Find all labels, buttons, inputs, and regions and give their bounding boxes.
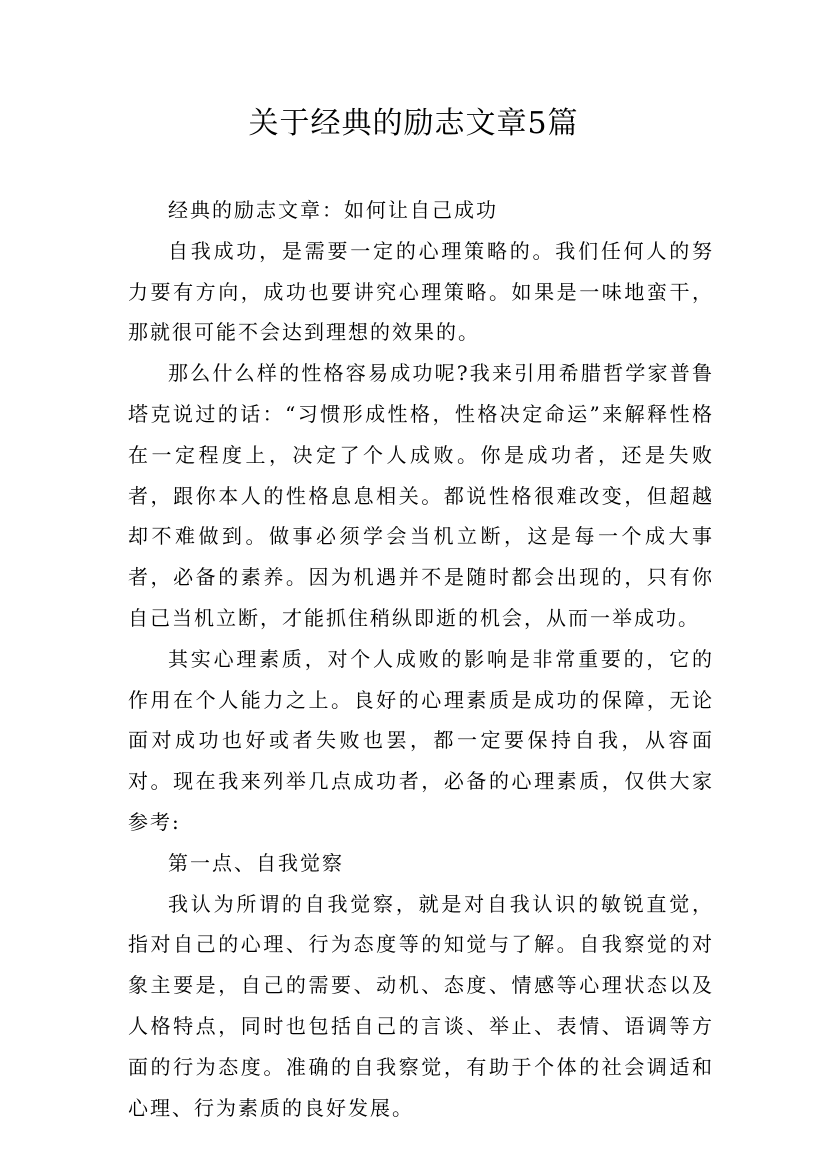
paragraph: 其实心理素质，对个人成败的影响是非常重要的，它的作用在个人能力之上。良好的心理素质是成功的保障，无论面对成功也好或者失败也罢，都一定要保持自我，从容面对。现在我来列举几点成功者，必备的心理素质，仅供大家参考: <box>128 646 714 834</box>
document-title: 关于经典的励志文章5篇 <box>248 106 579 141</box>
paragraph: 自我成功，是需要一定的心理策略的。我们任何人的努力要有方向，成功也要讲究心理策略。如果是一味地蛮干，那就很可能不会达到理想的效果的。 <box>128 238 714 345</box>
document-body <box>128 190 714 1128</box>
paragraph-subtitle: 经典的励志文章：如何让自己成功 <box>168 198 498 222</box>
section-heading: 第一点、自我觉察 <box>168 850 344 875</box>
paragraph: 那么什么样的性格容易成功呢?我来引用希腊哲学家普鲁塔克说过的话：“习惯形成性格，性格决定命运”来解释性格在一定程度上，决定了个人成败。你是成功者，还是失败者，跟你本人的性格息息相关。都说性格很难改变，但超越却不难做到。做事必须学会当机立断，这是每一个成大事者，必备的素养。因为机遇并不是随时都会出现的，只有你自己当机立断，才能抓住稍纵即逝的机会，从而一举成功。 <box>128 361 714 630</box>
paragraph: 我认为所谓的自我觉察，就是对自我认识的敏锐直觉，指对自己的心理、行为态度等的知觉与了解。自我察觉的对象主要是，自己的需要、动机、态度、情感等心理状态以及人格特点，同时也包括自己的言谈、举止、表情、语调等方面的行为态度。准确的自我察觉，有助于个体的社会调适和心理、行为素质的良好发展。 <box>128 891 714 1120</box>
